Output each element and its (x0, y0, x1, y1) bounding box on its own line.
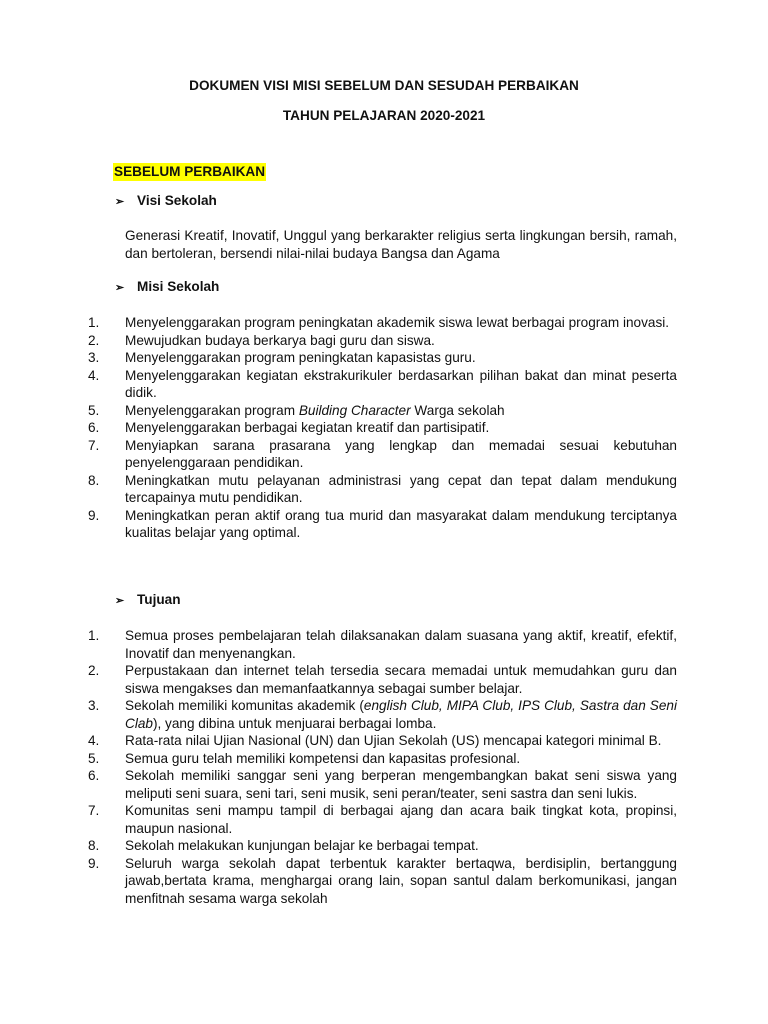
item-text-part: Warga sekolah (410, 402, 505, 418)
item-text: Semua guru telah memiliki kompetensi dan kapasitas profesional. (125, 750, 521, 766)
item-number: 4. (88, 367, 100, 383)
document-subtitle: TAHUN PELAJARAN 2020-2021 (282, 108, 486, 123)
list-item (0, 855, 768, 908)
list-item (0, 767, 768, 802)
item-number: 4. (88, 733, 100, 748)
item-text: Sekolah melakukan kunjungan belajar ke berbagai tempat. (125, 838, 479, 853)
item-number: 9. (88, 507, 100, 523)
item-text-part: ), yang dibina untuk menjuarai berbagai lomba. (152, 715, 437, 731)
item-text-part: Sekolah memiliki komunitas akademik ( (125, 698, 364, 713)
tujuan-heading (115, 592, 181, 607)
item-text-italic: english Club, MIPA Club, IPS Club, Sastra dan Seni Clab (125, 698, 677, 731)
item-number: 3. (88, 350, 100, 365)
document-title: DOKUMEN VISI MISI SEBELUM DAN SESUDAH PERBAIKAN (189, 78, 579, 93)
item-text: Menyelenggarakan program peningkatan kapasistas guru. (125, 350, 476, 365)
item-text: Menyelenggarakan kegiatan ekstrakurikuler berdasarkan pilihan bakat dan minat peserta didik. (125, 367, 677, 400)
item-text: Menyelenggarakan program peningkatan akademik siswa lewat berbagai program inovasi. (125, 315, 670, 330)
list-item (0, 332, 768, 350)
visi-heading-text: Visi Sekolah (137, 193, 217, 208)
item-number: 7. (88, 803, 100, 818)
list-item (0, 750, 768, 768)
list-item (0, 402, 768, 420)
list-item (0, 732, 768, 750)
item-text: Seluruh warga sekolah dapat terbentuk karakter bertaqwa, berdisiplin, bertanggung jawab,bertata krama, menghargai orang lain, sopan santul dalam berkomunikasi, jangan menfitnah sesama warga sekolah (125, 855, 677, 906)
item-text: Rata-rata nilai Ujian Nasional (UN) dan Ujian Sekolah (US) mencapai kategori minimal B. (125, 733, 662, 748)
list-item (0, 437, 768, 472)
list-item (0, 419, 768, 437)
tujuan-heading-text: Tujuan (137, 592, 181, 607)
item-number: 1. (88, 628, 100, 643)
item-number: 1. (88, 315, 100, 330)
item-number: 5. (88, 750, 100, 766)
visi-text: Generasi Kreatif, Inovatif, Unggul yang berkarakter religius serta lingkungan bersih, ramah, dan bertoleran, bersendi nilai-nilai budaya Bangsa dan Agama (125, 228, 677, 261)
list-item (0, 472, 768, 507)
arrow-bullet-icon: ➢ (115, 196, 125, 208)
item-text (125, 697, 677, 732)
list-item (0, 802, 768, 837)
item-number: 5. (88, 402, 100, 418)
list-item (0, 662, 768, 697)
item-number: 2. (88, 663, 100, 678)
arrow-bullet-icon: ➢ (115, 595, 125, 607)
list-item (0, 837, 768, 855)
item-number: 3. (88, 698, 100, 713)
item-text: Komunitas seni mampu tampil di berbagai ajang dan acara baik tingkat kota, propinsi, maupun nasional. (125, 803, 677, 836)
section-label-highlighted: SEBELUM PERBAIKAN (114, 164, 266, 179)
item-text: Perpustakaan dan internet telah tersedia secara memadai untuk memudahkan guru dan siswa mengakses dan memanfaatkannya sebagai sumber belajar. (125, 663, 677, 696)
list-item (0, 627, 768, 662)
item-number: 7. (88, 437, 100, 453)
item-number: 8. (88, 472, 100, 488)
item-text-part: Menyelenggarakan program (125, 402, 299, 418)
list-item (0, 697, 768, 732)
item-text: Semua proses pembelajaran telah dilaksanakan dalam suasana yang aktif, kreatif, efektif, Inovatif dan menyenangkan. (125, 628, 677, 661)
item-text (125, 402, 677, 420)
item-text: Meningkatkan mutu pelayanan administrasi yang cepat dan tepat dalam mendukung tercapainya mutu pendidikan. (125, 472, 677, 505)
item-text: Menyelenggarakan berbagai kegiatan kreatif dan partisipatif. (125, 420, 490, 435)
item-number: 8. (88, 838, 100, 853)
item-number: 9. (88, 855, 100, 871)
item-text: Mewujudkan budaya berkarya bagi guru dan siswa. (125, 332, 435, 348)
item-number: 2. (88, 332, 100, 348)
list-item (0, 314, 768, 332)
tujuan-list (0, 627, 768, 907)
item-text: Sekolah memiliki sanggar seni yang berperan mengembangkan bakat seni siswa yang meliputi seni suara, seni tari, seni musik, seni peran/teater, seni sastra dan seni lukis. (125, 768, 677, 801)
item-text: Meningkatkan peran aktif orang tua murid dan masyarakat dalam mendukung terciptanya kualitas belajar yang optimal. (125, 507, 677, 540)
list-item (0, 507, 768, 542)
misi-heading (115, 279, 219, 294)
item-text-italic: Building Character (298, 402, 411, 418)
list-item (0, 349, 768, 367)
arrow-bullet-icon: ➢ (115, 282, 125, 294)
misi-list (0, 314, 768, 542)
item-number: 6. (88, 420, 100, 435)
item-number: 6. (88, 768, 100, 783)
list-item (0, 367, 768, 402)
visi-heading (115, 193, 217, 208)
misi-heading-text: Misi Sekolah (137, 279, 220, 294)
item-text: Menyiapkan sarana prasarana yang lengkap dan memadai sesuai kebutuhan penyelenggaraan pendidikan. (125, 437, 677, 470)
